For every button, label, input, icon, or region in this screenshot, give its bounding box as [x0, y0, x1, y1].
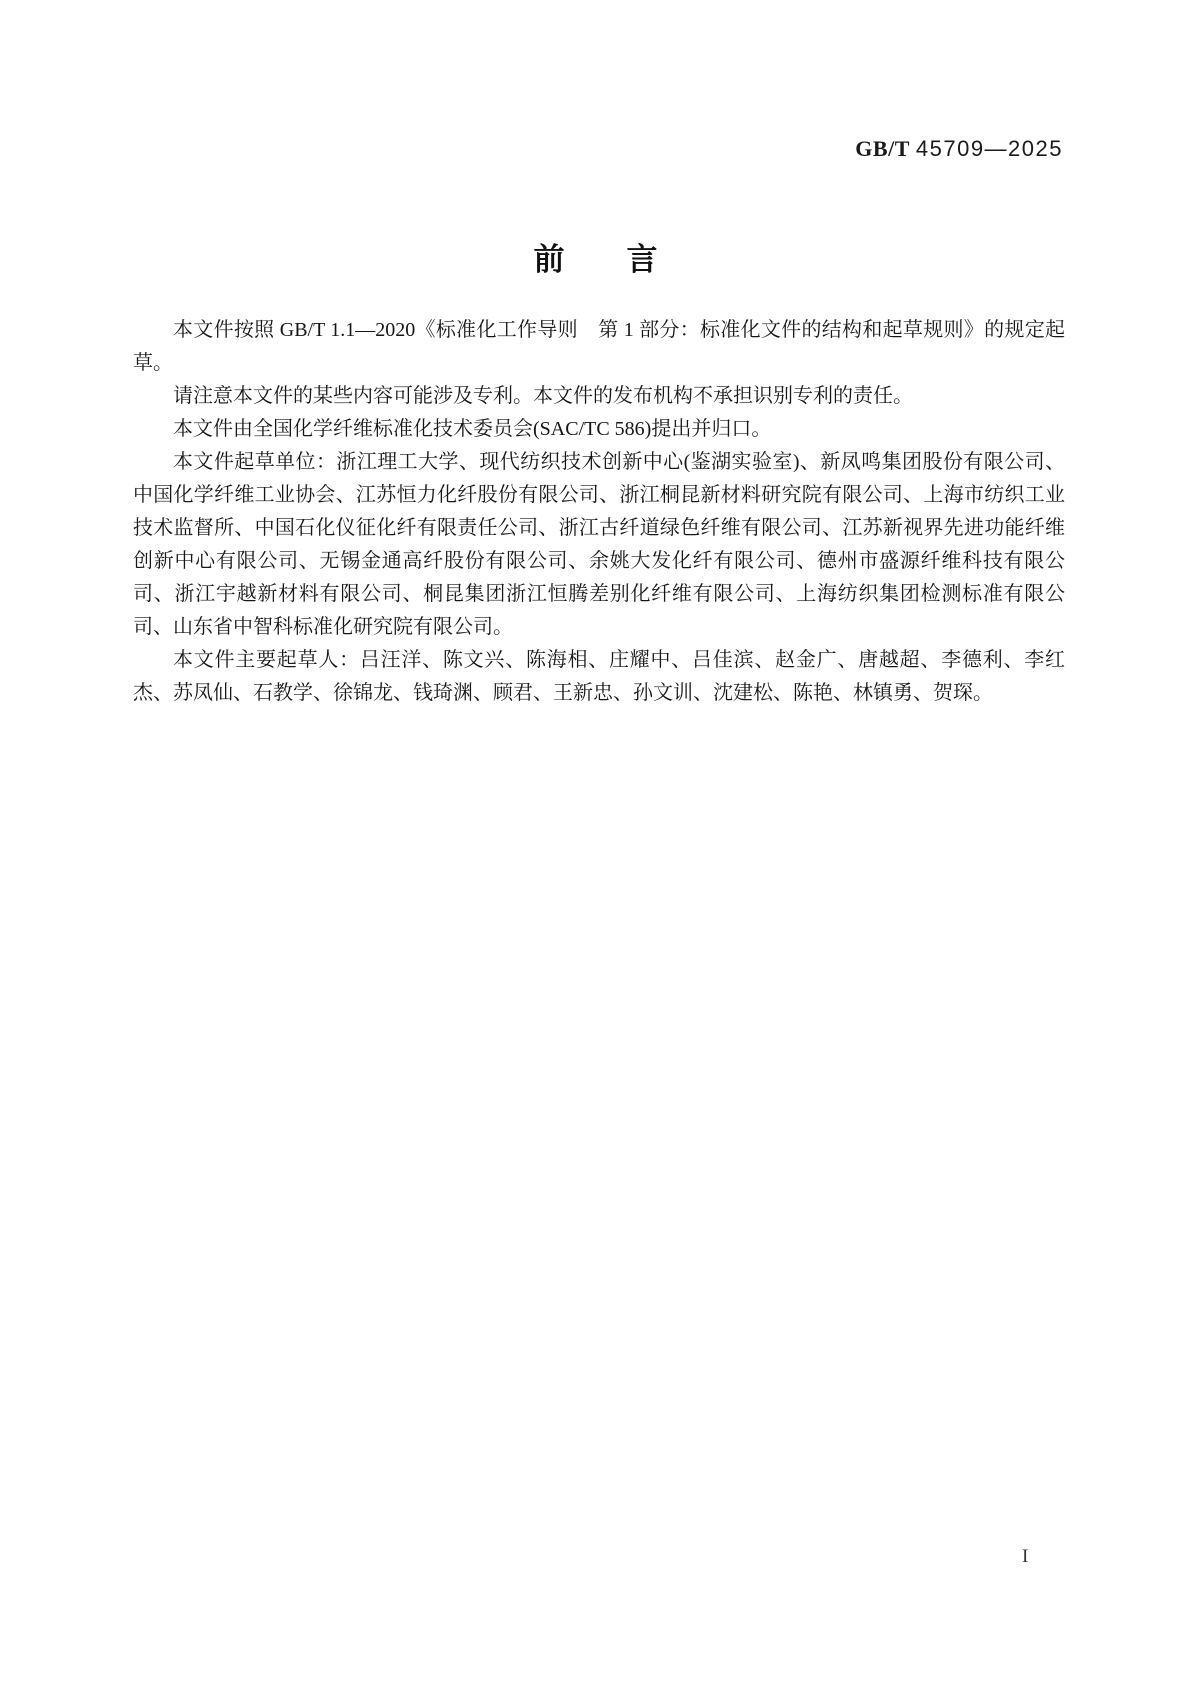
standard-number-digits: 45709—2025 [915, 136, 1063, 161]
foreword-body [133, 314, 1065, 710]
foreword-paragraph-drafting-rule: 本文件按照 GB/T 1.1—2020《标准化工作导则 第 1 部分：标准化文件的结构和起草规则》的规定起草。 [133, 319, 1065, 374]
foreword-paragraph-drafting-organizations: 本文件起草单位：浙江理工大学、现代纺织技术创新中心(鉴湖实验室)、新凤鸣集团股份有限公司、中国化学纤维工业协会、江苏恒力化纤股份有限公司、浙江桐昆新材料研究院有限公司、上海市纺织工业技术监督所、中国石化仪征化纤有限责任公司、浙江古纤道绿色纤维有限公司、江苏新视界先进功能纤维创新中心有限公司、无锡金通高纤股份有限公司、余姚大发化纤有限公司、德州市盛源纤维科技有限公司、浙江宇越新材料有限公司、桐昆集团浙江恒腾差别化纤维有限公司、上海纺织集团检测标准有限公司、山东省中智科标准化研究院有限公司。 [133, 451, 1065, 638]
standard-number [855, 136, 1063, 162]
foreword-paragraph-patent-notice: 请注意本文件的某些内容可能涉及专利。本文件的发布机构不承担识别专利的责任。 [173, 385, 913, 407]
page-number: I [1022, 1546, 1029, 1567]
page-title: 前 言 [533, 242, 658, 277]
foreword-paragraph-committee: 本文件由全国化学纤维标准化技术委员会(SAC/TC 586)提出并归口。 [173, 418, 772, 440]
foreword-paragraph-drafters: 本文件主要起草人：吕汪洋、陈文兴、陈海相、庄耀中、吕佳滨、赵金广、唐越超、李德利、李红杰、苏凤仙、石教学、徐锦龙、钱琦渊、顾君、王新忠、孙文训、沈建松、陈艳、林镇勇、贺琛。 [133, 649, 1065, 704]
standard-number-prefix: GB/T [855, 136, 910, 161]
